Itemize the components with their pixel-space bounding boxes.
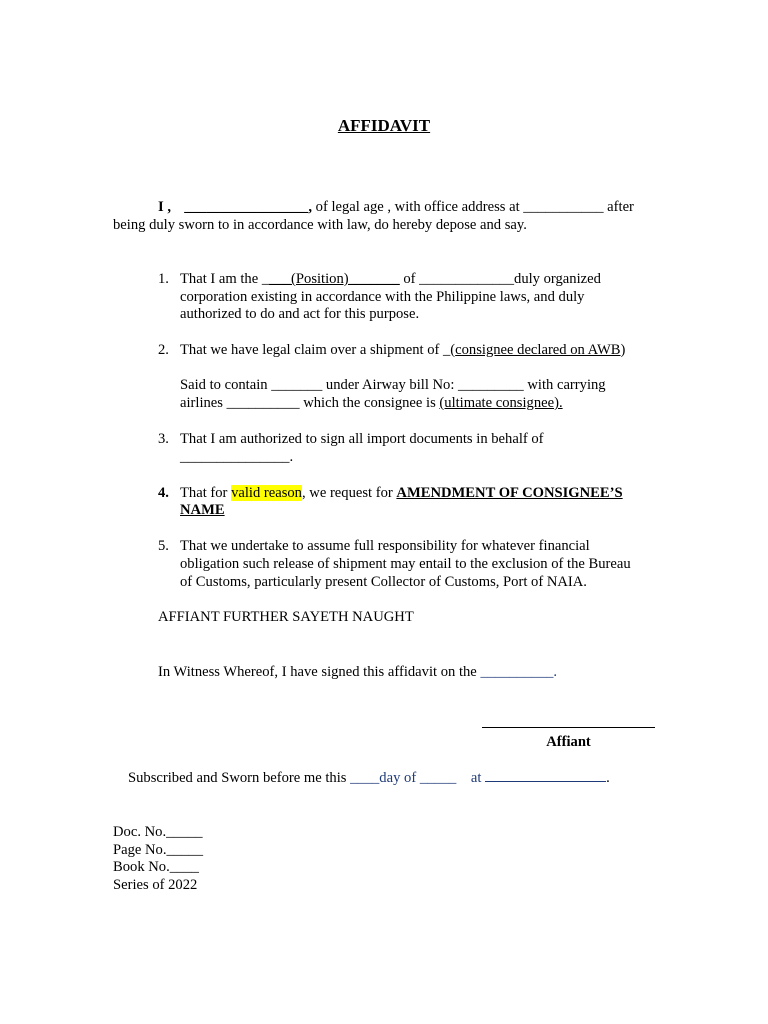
item-2-line-1 [180, 341, 625, 359]
item-4-text-a: That for [180, 485, 232, 501]
valid-reason-highlight: valid reason [231, 485, 302, 501]
item-2-text-3a: airlines __________ which the consignee is [180, 395, 440, 411]
intro-pronoun: I , [158, 199, 171, 215]
item-5-line-2: obligation such release of shipment may entail to the exclusion of the Bureau [180, 556, 631, 572]
document-title: AFFIDAVIT [337, 116, 431, 135]
item-3-line-1: That I am authorized to sign all import documents in behalf of [180, 431, 544, 447]
witness-line [158, 663, 557, 681]
witness-text: In Witness Whereof, I have signed this affidavit on the [158, 664, 481, 680]
amendment-heading: AMENDMENT OF CONSIGNEE’S [396, 485, 623, 501]
item-2-number: 2. [158, 342, 169, 358]
sworn-line [128, 769, 610, 787]
item-1-line-1 [180, 270, 601, 288]
series-year: Series of 2022 [113, 877, 198, 893]
position-blank: ___(Position)_______ [269, 271, 400, 287]
sworn-tail: . [606, 770, 610, 786]
item-4-text-b: , we request for [301, 485, 397, 501]
signature-line [482, 727, 655, 728]
intro-line-2: being duly sworn to in accordance with law, do hereby depose and say. [113, 217, 527, 233]
item-2-text-a: That we have legal claim over a shipment of _( [180, 342, 456, 358]
doc-number: Doc. No._____ [113, 824, 203, 840]
item-1-line-2: corporation existing in accordance with the Philippine laws, and duly [180, 289, 585, 305]
item-2-text-c: ) [620, 342, 626, 358]
sworn-text: Subscribed and Sworn before me this [128, 770, 351, 786]
item-4-line-1 [180, 484, 623, 502]
item-1-number: 1. [158, 271, 169, 287]
affiant-label: Affiant [546, 734, 591, 750]
witness-date-blank: __________. [480, 664, 558, 680]
item-5-line-1: That we undertake to assume full responsibility for whatever financial [180, 538, 590, 554]
item-4-line-2: NAME [180, 502, 225, 518]
item-5-line-3: of Customs, particularly present Collector of Customs, Port of NAIA. [180, 574, 587, 590]
item-2-line-2: Said to contain _______ under Airway bill No: _________ with carrying [180, 377, 606, 393]
item-1-line-3: authorized to do and act for this purpose. [180, 306, 420, 322]
affiant-further: AFFIANT FURTHER SAYETH NAUGHT [158, 609, 414, 625]
item-3-line-2: _______________. [180, 449, 294, 465]
item-5-number: 5. [158, 538, 169, 554]
item-1-text-c: of _____________duly organized [403, 271, 601, 287]
item-4-number: 4. [158, 485, 169, 501]
ultimate-consignee: (ultimate consignee). [439, 395, 563, 411]
name-blank: _________________, [184, 199, 312, 215]
page-number: Page No._____ [113, 842, 203, 858]
book-number: Book No.____ [113, 859, 199, 875]
consignee-declared: consignee declared on AWB [455, 342, 621, 358]
sworn-place-blank [485, 780, 606, 782]
item-1-text-a: That I am the _ [180, 271, 270, 287]
item-3-number: 3. [158, 431, 169, 447]
item-2-line-3 [180, 394, 563, 412]
sworn-day-blank: ____day of _____ at [350, 770, 486, 786]
intro-line-1 [158, 198, 634, 216]
intro-line-1-rest: of legal age , with office address at ___________ after [315, 199, 634, 215]
